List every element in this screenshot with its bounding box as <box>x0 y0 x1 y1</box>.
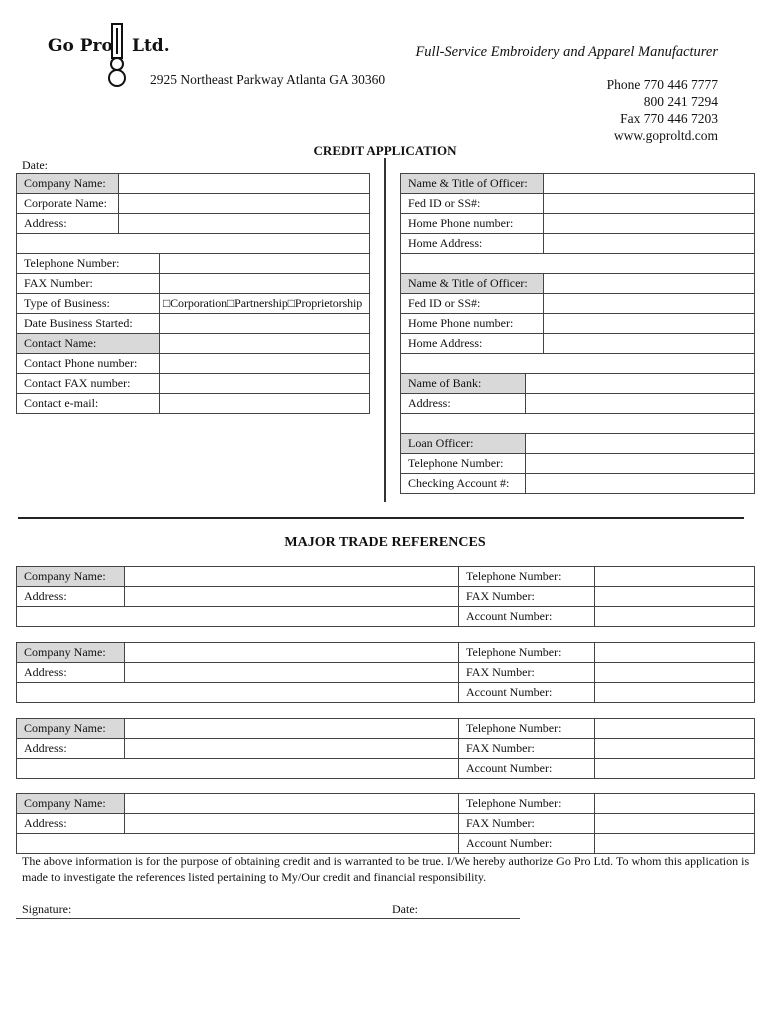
ref3-address-label: Address: <box>17 739 125 759</box>
contact-phone-field[interactable] <box>160 354 370 374</box>
ref4-account-label: Account Number: <box>459 834 595 854</box>
date-started-label: Date Business Started: <box>17 314 160 334</box>
trade-reference-2 <box>16 642 755 703</box>
date-started-field[interactable] <box>160 314 370 334</box>
contact-block <box>607 76 718 144</box>
bank-address-label: Address: <box>401 394 526 414</box>
ref3-fax-label: FAX Number: <box>459 739 595 759</box>
ref3-account-field[interactable] <box>595 759 755 779</box>
contact-name-label: Contact Name: <box>17 334 160 354</box>
contact-email-label: Contact e-mail: <box>17 394 160 414</box>
form-title: CREDIT APPLICATION <box>313 143 457 158</box>
home-phone2-field[interactable] <box>544 314 755 334</box>
ref2-address-line2-field[interactable] <box>17 683 459 703</box>
telephone-label: Telephone Number: <box>17 254 160 274</box>
ref3-telephone-field[interactable] <box>595 719 755 739</box>
contact-name-field[interactable] <box>160 334 370 354</box>
checking-account-field[interactable] <box>526 474 755 494</box>
signature-date-label: Date: <box>392 902 418 916</box>
bank-phone-label: Telephone Number: <box>401 454 526 474</box>
ref3-account-label: Account Number: <box>459 759 595 779</box>
fed-id1-label: Fed ID or SS#: <box>401 194 544 214</box>
ref4-fax-field[interactable] <box>595 814 755 834</box>
ref4-address-line2-field[interactable] <box>17 834 459 854</box>
home-phone1-label: Home Phone number: <box>401 214 544 234</box>
ref3-company-field[interactable] <box>125 719 459 739</box>
ref2-address-field[interactable] <box>125 663 459 683</box>
home-address2-field[interactable] <box>544 334 755 354</box>
ref1-fax-field[interactable] <box>595 587 755 607</box>
date-label: Date: <box>22 158 48 172</box>
business-type-checkboxes[interactable]: □Corporation□Partnership□Proprietorship <box>160 294 370 314</box>
ref4-address-field[interactable] <box>125 814 459 834</box>
needle-icon <box>106 22 128 90</box>
phone-number-alt: 800 241 7294 <box>643 94 718 109</box>
company-name-field[interactable] <box>119 174 370 194</box>
fed-id1-field[interactable] <box>544 194 755 214</box>
bank-address-field[interactable] <box>526 394 755 414</box>
ref1-telephone-field[interactable] <box>595 567 755 587</box>
officer2-label: Name & Title of Officer: <box>401 274 544 294</box>
tagline: Full-Service Embroidery and Apparel Manufacturer <box>415 44 718 60</box>
ref2-company-label: Company Name: <box>17 643 125 663</box>
address-label: Address: <box>17 214 119 234</box>
corporate-name-field[interactable] <box>119 194 370 214</box>
telephone-field[interactable] <box>160 254 370 274</box>
fax-field[interactable] <box>160 274 370 294</box>
company-name-label: Company Name: <box>17 174 119 194</box>
ref2-telephone-label: Telephone Number: <box>459 643 595 663</box>
trade-reference-4 <box>16 793 755 854</box>
ref1-address-line2-field[interactable] <box>17 607 459 627</box>
officer1-field[interactable] <box>544 174 755 194</box>
home-phone1-field[interactable] <box>544 214 755 234</box>
ref3-address-field[interactable] <box>125 739 459 759</box>
section-divider <box>18 517 744 519</box>
bank-address-line2-field[interactable] <box>401 414 755 434</box>
fax-number: Fax 770 446 7203 <box>620 111 718 126</box>
bank-name-label: Name of Bank: <box>401 374 526 394</box>
home-address1-label: Home Address: <box>401 234 544 254</box>
ref1-account-field[interactable] <box>595 607 755 627</box>
ref2-fax-label: FAX Number: <box>459 663 595 683</box>
logo-text-left: Go Pro <box>48 36 113 56</box>
home-address1-field[interactable] <box>544 234 755 254</box>
ref4-company-label: Company Name: <box>17 794 125 814</box>
address-field[interactable] <box>119 214 370 234</box>
logo-text-right: Ltd. <box>132 36 170 56</box>
loan-officer-label: Loan Officer: <box>401 434 526 454</box>
ref4-account-field[interactable] <box>595 834 755 854</box>
contact-phone-label: Contact Phone number: <box>17 354 160 374</box>
bank-table <box>400 373 755 494</box>
ref3-fax-field[interactable] <box>595 739 755 759</box>
ref4-telephone-label: Telephone Number: <box>459 794 595 814</box>
phone-number: Phone 770 446 7777 <box>606 77 718 92</box>
business-type-label: Type of Business: <box>17 294 160 314</box>
trade-reference-1 <box>16 566 755 627</box>
loan-officer-field[interactable] <box>526 434 755 454</box>
home-address2-line2-field[interactable] <box>401 354 755 374</box>
officers-table <box>400 173 755 374</box>
trade-references-title: MAJOR TRADE REFERENCES <box>284 535 486 550</box>
company-info-table <box>16 173 370 414</box>
column-divider <box>384 158 386 502</box>
ref1-telephone-label: Telephone Number: <box>459 567 595 587</box>
ref4-telephone-field[interactable] <box>595 794 755 814</box>
fed-id2-label: Fed ID or SS#: <box>401 294 544 314</box>
ref2-telephone-field[interactable] <box>595 643 755 663</box>
bank-name-field[interactable] <box>526 374 755 394</box>
corporate-name-label: Corporate Name: <box>17 194 119 214</box>
signature-line[interactable] <box>16 918 520 919</box>
ref1-company-field[interactable] <box>125 567 459 587</box>
company-address: 2925 Northeast Parkway Atlanta GA 30360 <box>150 72 386 87</box>
ref3-company-label: Company Name: <box>17 719 125 739</box>
ref4-company-field[interactable] <box>125 794 459 814</box>
website-link[interactable]: www.goproltd.com <box>613 128 718 143</box>
ref2-account-label: Account Number: <box>459 683 595 703</box>
signature-label: Signature: <box>22 902 72 916</box>
fax-label: FAX Number: <box>17 274 160 294</box>
home-phone2-label: Home Phone number: <box>401 314 544 334</box>
ref3-telephone-label: Telephone Number: <box>459 719 595 739</box>
contact-email-field[interactable] <box>160 394 370 414</box>
contact-fax-label: Contact FAX number: <box>17 374 160 394</box>
fed-id2-field[interactable] <box>544 294 755 314</box>
checking-account-label: Checking Account #: <box>401 474 526 494</box>
contact-fax-field[interactable] <box>160 374 370 394</box>
ref1-address-field[interactable] <box>125 587 459 607</box>
ref1-company-label: Company Name: <box>17 567 125 587</box>
officer1-label: Name & Title of Officer: <box>401 174 544 194</box>
ref1-address-label: Address: <box>17 587 125 607</box>
bank-phone-field[interactable] <box>526 454 755 474</box>
ref4-address-label: Address: <box>17 814 125 834</box>
officer2-field[interactable] <box>544 274 755 294</box>
ref2-address-label: Address: <box>17 663 125 683</box>
address-line2-field[interactable] <box>17 234 370 254</box>
ref3-address-line2-field[interactable] <box>17 759 459 779</box>
trade-reference-3 <box>16 718 755 779</box>
home-address2-label: Home Address: <box>401 334 544 354</box>
ref2-account-field[interactable] <box>595 683 755 703</box>
authorization-disclaimer: The above information is for the purpose of obtaining credit and is warranted to be true. I/We hereby authorize Go Pro Ltd. To whom this application is made to investigate the references listed pertaining to My/Our credit and financial responsibility. <box>22 854 750 884</box>
ref1-fax-label: FAX Number: <box>459 587 595 607</box>
ref1-account-label: Account Number: <box>459 607 595 627</box>
home-address1-line2-field[interactable] <box>401 254 755 274</box>
ref2-fax-field[interactable] <box>595 663 755 683</box>
ref4-fax-label: FAX Number: <box>459 814 595 834</box>
ref2-company-field[interactable] <box>125 643 459 663</box>
